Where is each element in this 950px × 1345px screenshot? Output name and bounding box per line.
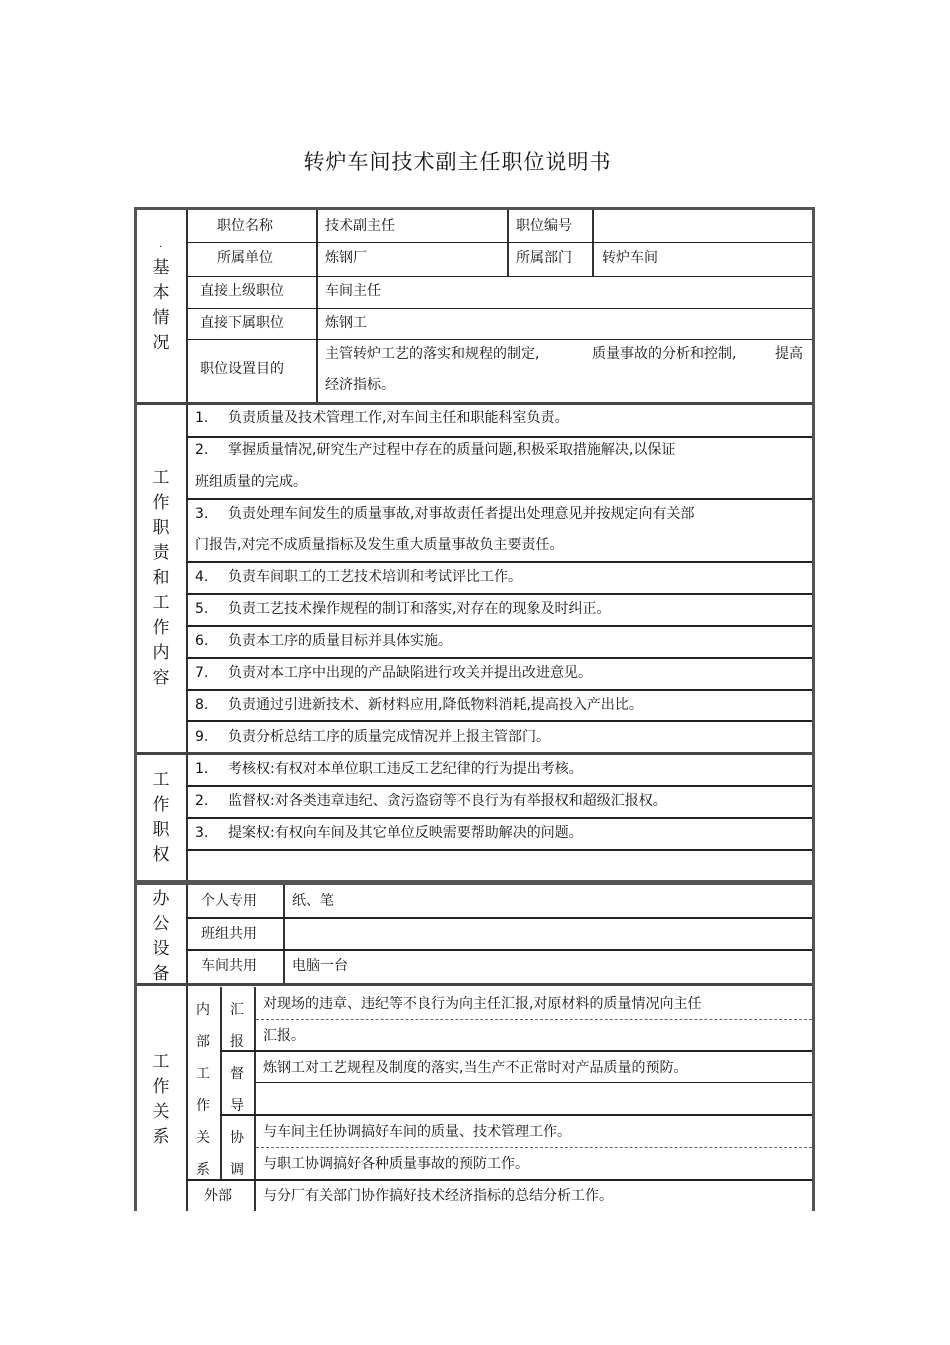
row-divider xyxy=(186,849,812,851)
duty-text: 负责通过引进新技术、新材料应用,降低物料消耗,提高投入产出比。 xyxy=(228,697,643,713)
report-text: 对现场的违章、违纪等不良行为向主任汇报,对原材料的质量情况向主任 xyxy=(263,996,702,1012)
row-divider xyxy=(186,276,812,277)
internal-relations-label: 内部工作关系 xyxy=(196,1002,210,1178)
duty-number: 1. xyxy=(195,410,209,426)
authority-number: 3. xyxy=(195,825,209,841)
duty-text: 负责处理车间发生的质量事故,对事故责任者提出处理意见并按规定向有关部 xyxy=(228,506,695,522)
divider xyxy=(283,885,285,984)
purpose-text-line2: 经济指标。 xyxy=(325,377,395,393)
section-label-authority: 工作职权 xyxy=(152,770,170,865)
external-text: 与分厂有关部门协作搞好技术经济指标的总结分析工作。 xyxy=(263,1188,613,1204)
duty-text: 掌握质量情况,研究生产过程中存在的质量问题,积极采取措施解决,以保证 xyxy=(228,442,676,458)
dashed-divider xyxy=(256,1019,812,1020)
section-label-equipment: 办公设备 xyxy=(152,889,170,984)
duty-text-cont: 门报告,对完不成质量指标及发生重大质量事故负主要责任。 xyxy=(195,537,564,553)
subordinate-value: 炼钢工 xyxy=(325,315,367,331)
row-divider xyxy=(186,785,812,787)
purpose-label: 职位设置目的 xyxy=(200,361,284,377)
duty-number: 5. xyxy=(195,601,209,617)
superior-label: 直接上级职位 xyxy=(200,283,284,299)
authority-text: 考核权:有权对本单位职工违反工艺纪律的行为提出考核。 xyxy=(228,761,583,777)
duty-text: 负责对本工序中出现的产品缺陷进行攻关并提出改进意见。 xyxy=(228,665,592,681)
dot-mark: · xyxy=(159,242,163,253)
unit-label: 所属单位 xyxy=(217,250,273,266)
section-divider xyxy=(137,880,812,885)
dashed-divider xyxy=(256,1147,812,1148)
authority-text: 提案权:有权向车间及其它单位反映需要帮助解决的问题。 xyxy=(228,825,583,841)
row-divider xyxy=(186,436,812,438)
row-divider xyxy=(186,308,812,309)
row-divider xyxy=(186,242,812,243)
equipment-label: 班组共用 xyxy=(201,926,257,942)
duty-number: 6. xyxy=(195,633,209,649)
equipment-value: 电脑一台 xyxy=(292,958,348,974)
superior-value: 车间主任 xyxy=(325,283,381,299)
duty-text-cont: 班组质量的完成。 xyxy=(195,474,307,490)
divider xyxy=(507,210,509,277)
duty-number: 3. xyxy=(195,506,209,522)
row-divider xyxy=(186,593,812,595)
row-divider xyxy=(186,498,812,500)
equipment-label: 车间共用 xyxy=(201,958,257,974)
duty-text: 负责分析总结工序的质量完成情况并上报主管部门。 xyxy=(228,729,550,745)
section-divider xyxy=(137,402,812,405)
duty-text: 负责质量及技术管理工作,对车间主任和职能科室负责。 xyxy=(228,410,569,426)
row-divider xyxy=(186,917,812,919)
row-divider xyxy=(186,689,812,691)
duty-text: 负责本工序的质量目标并具体实施。 xyxy=(228,633,452,649)
row-divider xyxy=(186,625,812,627)
position-name-value: 技术副主任 xyxy=(325,218,395,234)
duty-number: 2. xyxy=(195,442,209,458)
unit-value: 炼钢厂 xyxy=(325,250,367,266)
authority-number: 1. xyxy=(195,761,209,777)
row-divider xyxy=(186,817,812,819)
purpose-text-b: 质量事故的分析和控制, xyxy=(592,346,737,362)
coordinate-text-2: 与职工协调搞好各种质量事故的预防工作。 xyxy=(263,1156,529,1172)
duty-number: 4. xyxy=(195,569,209,585)
duty-text: 负责车间职工的工艺技术培训和考试评比工作。 xyxy=(228,569,522,585)
row-divider xyxy=(186,1179,812,1181)
purpose-text-c: 提高 xyxy=(775,346,803,362)
external-label: 外部 xyxy=(204,1188,232,1204)
authority-number: 2. xyxy=(195,793,209,809)
coordinate-text: 与车间主任协调搞好车间的质量、技术管理工作。 xyxy=(263,1124,571,1140)
left-column-divider xyxy=(186,210,188,1211)
authority-text: 监督权:对各类违章违纪、贪污盗窃等不良行为有举报权和超级汇报权。 xyxy=(228,793,667,809)
row-divider xyxy=(220,1050,812,1052)
dept-label: 所属部门 xyxy=(516,250,572,266)
section-divider xyxy=(137,752,812,755)
row-divider xyxy=(186,339,812,340)
section-divider xyxy=(137,983,812,986)
divider xyxy=(220,987,222,1181)
row-divider xyxy=(186,657,812,659)
equipment-label: 个人专用 xyxy=(201,893,257,909)
section-label-duties: 工作职责和工作内容 xyxy=(152,468,170,688)
row-divider xyxy=(186,949,812,951)
purpose-text-a: 主管转炉工艺的落实和规程的制定, xyxy=(325,346,540,362)
equipment-value: 纸、笔 xyxy=(292,893,334,909)
supervise-label: 督导 xyxy=(230,1066,244,1114)
row-divider xyxy=(186,720,812,722)
report-label: 汇报 xyxy=(230,1002,244,1050)
position-code-label: 职位编号 xyxy=(516,218,572,234)
coordinate-label: 协调 xyxy=(230,1130,244,1178)
duty-text: 负责工艺技术操作规程的制订和落实,对存在的现象及时纠正。 xyxy=(228,601,611,617)
row-divider xyxy=(186,561,812,563)
section-label-relations: 工作关系 xyxy=(152,1052,170,1147)
duty-number: 8. xyxy=(195,697,209,713)
report-text-cont: 汇报。 xyxy=(263,1028,305,1044)
dept-value: 转炉车间 xyxy=(602,250,658,266)
row-divider xyxy=(256,1082,812,1083)
supervise-text: 炼钢工对工艺规程及制度的落实,当生产不正常时对产品质量的预防。 xyxy=(263,1060,688,1076)
section-label-basic: 基本情况 xyxy=(152,258,170,353)
divider xyxy=(316,210,318,404)
row-divider xyxy=(220,1114,812,1116)
duty-number: 9. xyxy=(195,729,209,745)
duty-number: 7. xyxy=(195,665,209,681)
document-title: 转炉车间技术副主任职位说明书 xyxy=(303,150,612,174)
divider xyxy=(254,987,256,1211)
subordinate-label: 直接下属职位 xyxy=(200,315,284,331)
position-name-label: 职位名称 xyxy=(217,218,273,234)
divider xyxy=(592,210,594,277)
